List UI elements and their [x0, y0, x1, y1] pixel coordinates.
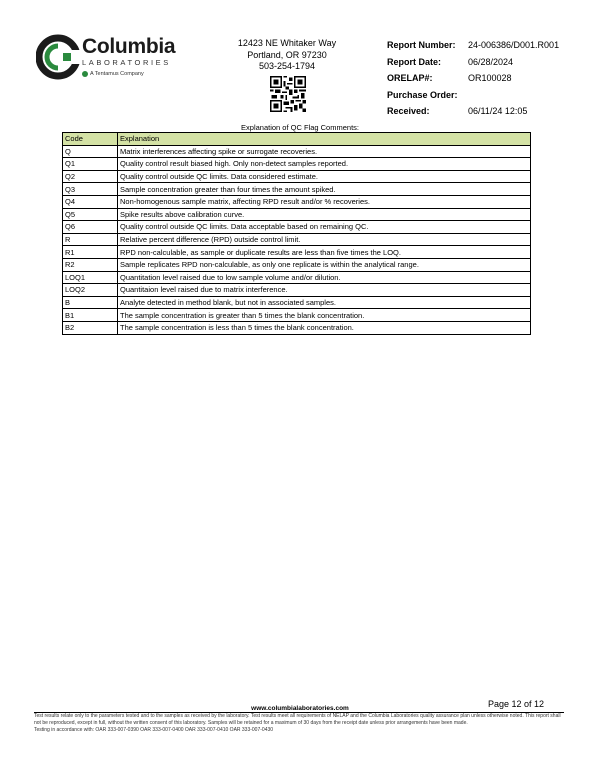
- flag-code: Q1: [63, 158, 118, 171]
- qr-code-icon: [270, 76, 306, 112]
- table-row: [63, 246, 531, 259]
- table-row: [63, 271, 531, 284]
- flag-code: R1: [63, 246, 118, 259]
- footer-text: [34, 713, 564, 734]
- flag-code: LOQ2: [63, 284, 118, 297]
- flag-code: R2: [63, 258, 118, 271]
- table-row: [63, 233, 531, 246]
- flag-code: Q3: [63, 183, 118, 196]
- table-caption: Explanation of QC Flag Comments:: [241, 123, 359, 132]
- table-body: [63, 145, 531, 334]
- column-header-code: Code: [63, 133, 118, 146]
- flag-explanation: Quantitation level raised due to low sample volume and/or dilution.: [118, 271, 531, 284]
- flag-code: Q5: [63, 208, 118, 221]
- orelap-row: [387, 70, 559, 87]
- flag-explanation: Analyte detected in method blank, but not in associated samples.: [118, 296, 531, 309]
- flag-code: B2: [63, 321, 118, 334]
- flag-code: Q2: [63, 170, 118, 183]
- received-row: [387, 103, 559, 120]
- purchase-order-row: [387, 87, 559, 104]
- table-row: [63, 321, 531, 334]
- flag-explanation: Sample replicates RPD non-calculable, as only one replicate is within the analytical range.: [118, 258, 531, 271]
- flag-explanation: Non-homogenous sample matrix, affecting RPD result and/or % recoveries.: [118, 195, 531, 208]
- flag-explanation: Matrix interferences affecting spike or surrogate recoveries.: [118, 145, 531, 158]
- flag-explanation: The sample concentration is greater than 5 times the blank concentration.: [118, 309, 531, 322]
- footer-testing: Testing in accordance with: OAR 333-007-0390 OAR 333-007-0400 OAR 333-007-0410 OAR 333-007-0430: [34, 727, 274, 733]
- lab-address: [222, 38, 352, 73]
- table-row: [63, 221, 531, 234]
- address-street: 12423 NE Whitaker Way: [237, 38, 337, 48]
- flag-explanation: Sample concentration greater than four times the amount spiked.: [118, 183, 531, 196]
- flag-code: LOQ1: [63, 271, 118, 284]
- flag-explanation: The sample concentration is less than 5 times the blank concentration.: [118, 321, 531, 334]
- flag-explanation: Quality control result biased high. Only non-detect samples reported.: [118, 158, 531, 171]
- table-row: [63, 183, 531, 196]
- orelap-value: OR100028: [468, 73, 512, 83]
- logo: [82, 36, 175, 78]
- report-info: [387, 37, 559, 120]
- table-row: [63, 170, 531, 183]
- report-date-value: 06/28/2024: [468, 56, 514, 67]
- flag-code: B: [63, 296, 118, 309]
- purchase-order-label: Purchase Order:: [387, 89, 458, 100]
- website-link[interactable]: www.columbialaboratories.com: [251, 705, 349, 712]
- flag-code: R: [63, 233, 118, 246]
- column-header-explanation: Explanation: [118, 133, 531, 146]
- qc-flag-table: [62, 132, 531, 335]
- columbia-c-logo-icon: [36, 34, 80, 80]
- flag-code: Q4: [63, 195, 118, 208]
- report-number-row: [387, 37, 559, 54]
- report-date-label: Report Date:: [387, 56, 442, 67]
- table-row: [63, 208, 531, 221]
- tentamus-dot-icon: [82, 71, 88, 77]
- flag-code: Q: [63, 145, 118, 158]
- report-number-label: Report Number:: [387, 40, 456, 50]
- logo-subtitle: LABORATORIES: [82, 58, 171, 67]
- table-row: [63, 195, 531, 208]
- flag-explanation: Quality control outside QC limits. Data acceptable based on remaining QC.: [118, 221, 531, 234]
- table-row: [63, 258, 531, 271]
- table-row: [63, 158, 531, 171]
- flag-code: B1: [63, 309, 118, 322]
- orelap-label: ORELAP#:: [387, 73, 433, 83]
- table-row: [63, 145, 531, 158]
- flag-explanation: Quality control outside QC limits. Data considered estimate.: [118, 170, 531, 183]
- table-row: [63, 309, 531, 322]
- page-number: Page 12 of 12: [488, 699, 545, 709]
- footer-disclaimer: Test results relate only to the parameters tested and to the samples as received by the laboratory. Test results meet all requirements of NELAP and the Columbia Laboratories quality assurance plan unless otherwise noted. This report shall not be reproduced, except in full, without the written consent of this laboratory. Samples will be retained for a maximum of 30 days from the receipt date unless prior arrangements have been made.: [34, 713, 561, 726]
- table-row: [63, 296, 531, 309]
- report-date-row: [387, 54, 559, 71]
- received-value: 06/11/24 12:05: [468, 106, 528, 116]
- table-header-row: [63, 133, 531, 146]
- flag-explanation: Quantitaion level raised due to matrix interference.: [118, 284, 531, 297]
- flag-code: Q6: [63, 221, 118, 234]
- report-number-value: 24-006386/D001.R001: [468, 40, 560, 50]
- address-phone: 503-254-1794: [258, 61, 316, 71]
- logo-parent-text: A Tentamus Company: [90, 71, 144, 77]
- received-label: Received:: [387, 106, 430, 116]
- flag-explanation: Spike results above calibration curve.: [118, 208, 531, 221]
- address-city: Portland, OR 97230: [247, 49, 327, 60]
- flag-explanation: Relative percent difference (RPD) outside control limit.: [118, 233, 531, 246]
- logo-parent-company: [82, 70, 175, 78]
- table-row: [63, 284, 531, 297]
- flag-explanation: RPD non-calculable, as sample or duplicate results are less than five times the LOQ.: [118, 246, 531, 259]
- logo-name: Columbia: [82, 35, 176, 58]
